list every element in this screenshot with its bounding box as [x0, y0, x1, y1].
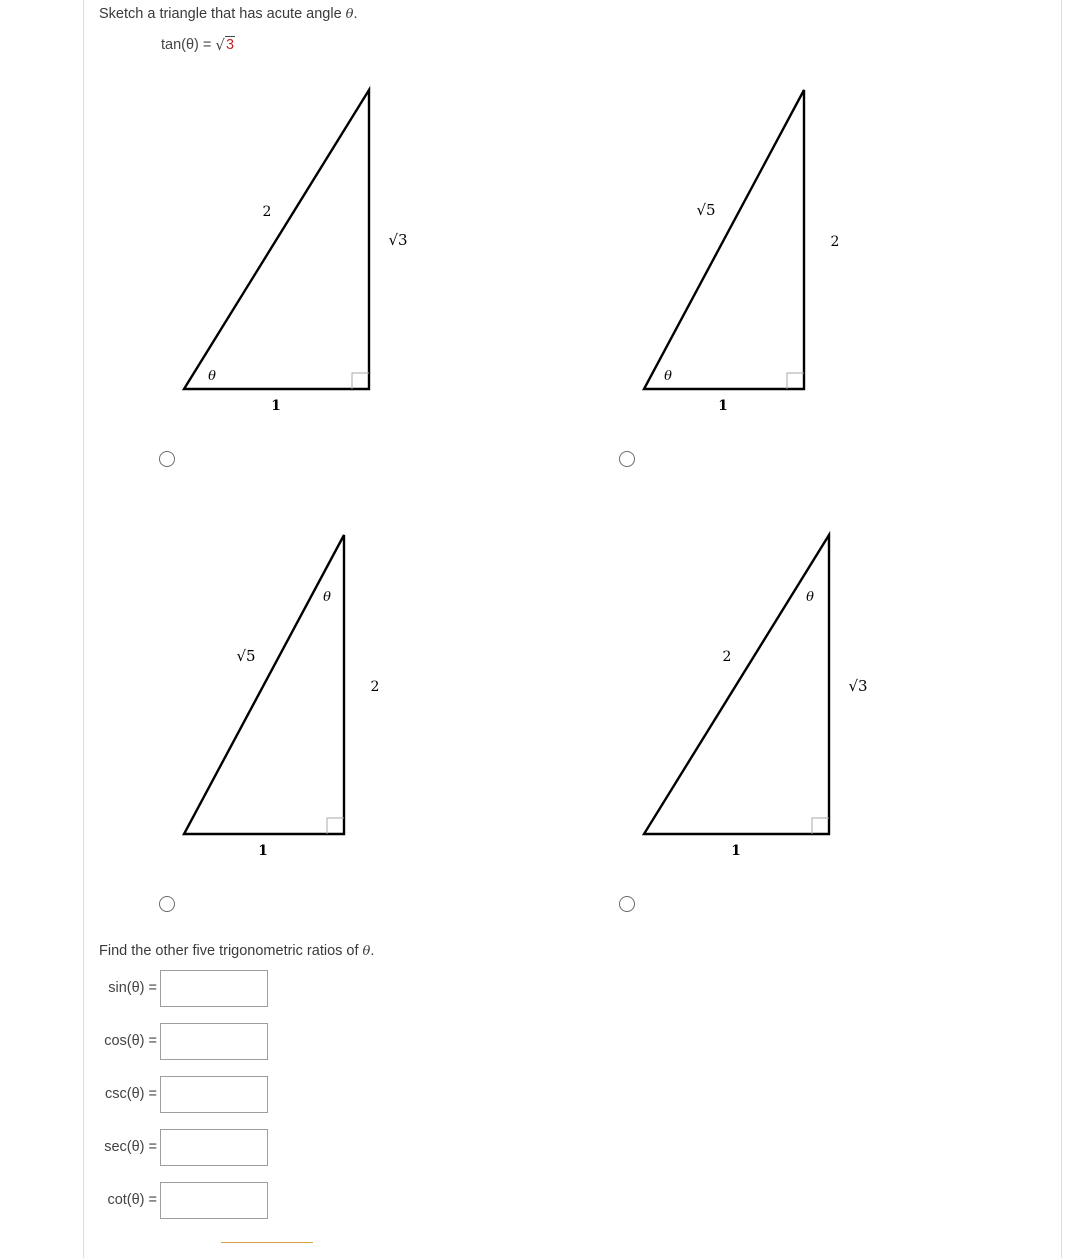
option-b-radio[interactable] [619, 451, 635, 467]
cos-row [99, 1022, 268, 1060]
triangle-c-shape [184, 535, 344, 834]
sin-row [99, 969, 268, 1007]
triangle-b-shape [644, 90, 804, 389]
triangle-option-c [184, 535, 379, 859]
triangle-a-angle-label: θ [208, 369, 216, 384]
triangle-option-d [644, 535, 868, 859]
csc-label: csc(θ) = [105, 1086, 157, 1102]
sec-row [99, 1128, 268, 1166]
triangle-d-hyp-label: 2 [722, 649, 732, 665]
triangle-option-b [644, 90, 839, 414]
right-angle-mark-c [327, 818, 344, 834]
sec-label: sec(θ) = [104, 1139, 157, 1155]
ratios-prompt: Find the other five trigonometric ratios of θ. [99, 943, 375, 959]
triangle-a-horizontal-label: 1 [271, 398, 281, 414]
triangle-a-vertical-label: √3 [388, 231, 408, 249]
triangle-c-hyp-label: √5 [236, 647, 256, 665]
right-angle-mark-b [787, 373, 804, 389]
sqrt-expression: √ 3 [215, 36, 235, 54]
cot-label: cot(θ) = [107, 1192, 157, 1208]
triangle-b-hyp-label: √5 [696, 201, 716, 219]
triangle-c-angle-label: θ [323, 590, 331, 605]
triangle-d-vertical-label: √3 [848, 677, 868, 695]
triangle-a-shape [184, 90, 369, 389]
triangle-b-horizontal-label: 1 [718, 398, 728, 414]
question-prompt: Sketch a triangle that has acute angle θ. [99, 6, 358, 22]
triangle-d-shape [644, 535, 829, 834]
triangle-c-vertical-label: 2 [370, 679, 380, 695]
triangle-option-a [184, 90, 408, 414]
option-d-radio[interactable] [619, 896, 635, 912]
option-c-radio[interactable] [159, 896, 175, 912]
csc-row [99, 1075, 268, 1113]
cot-row [99, 1181, 268, 1219]
triangle-a-hyp-label: 2 [262, 204, 272, 220]
cos-label: cos(θ) = [104, 1033, 157, 1049]
submit-button-edge[interactable] [221, 1242, 313, 1246]
given-label: tan(θ) = [161, 37, 212, 53]
sec-input[interactable] [160, 1129, 268, 1166]
right-angle-mark-a [352, 373, 369, 389]
right-angle-mark-d [812, 818, 829, 834]
given-radicand: 3 [225, 37, 235, 53]
cot-input[interactable] [160, 1182, 268, 1219]
triangle-d-angle-label: θ [806, 590, 814, 605]
triangle-c-horizontal-label: 1 [258, 843, 268, 859]
sin-input[interactable] [160, 970, 268, 1007]
triangle-b-vertical-label: 2 [830, 234, 840, 250]
cos-input[interactable] [160, 1023, 268, 1060]
csc-input[interactable] [160, 1076, 268, 1113]
sin-label: sin(θ) = [108, 980, 157, 996]
option-a-radio[interactable] [159, 451, 175, 467]
triangle-b-angle-label: θ [664, 369, 672, 384]
triangle-d-horizontal-label: 1 [731, 843, 741, 859]
